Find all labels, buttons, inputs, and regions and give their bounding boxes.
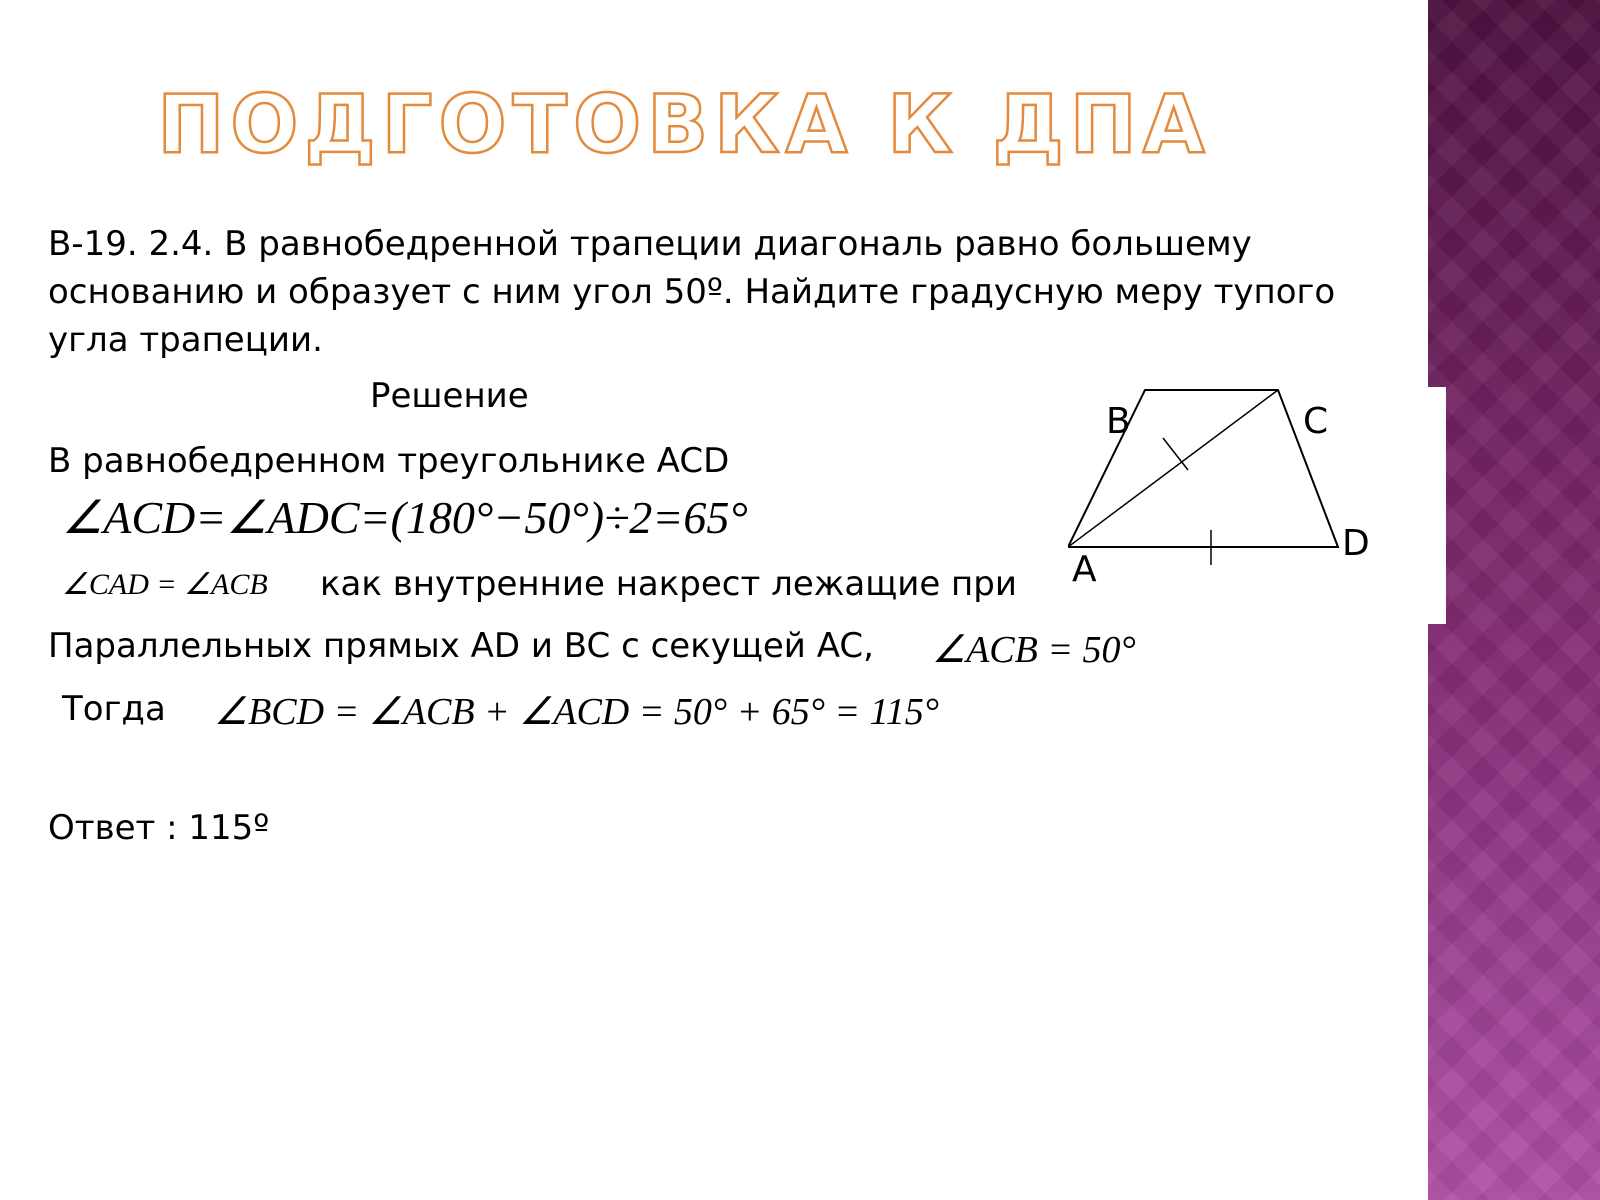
diagonal-ac xyxy=(1068,390,1278,547)
formula-bcd: ∠BCD = ∠ACB + ∠ACD = 50° + 65° = 115° xyxy=(214,691,939,733)
vertex-label-c: C xyxy=(1303,401,1329,442)
sidebar-notch xyxy=(1428,387,1446,624)
trapezoid-diagram xyxy=(1068,378,1388,593)
vertex-label-d: D xyxy=(1342,523,1370,564)
solution-line-2: как внутренние накрест лежащие при xyxy=(320,564,1017,604)
vertex-label-a: A xyxy=(1072,549,1097,590)
then-label: Тогда xyxy=(62,689,166,729)
solution-line-1: В равнобедренном треугольнике ACD xyxy=(48,441,730,481)
tick-mark-diagonal xyxy=(1163,438,1188,470)
slide-title: ПОДГОТОВКА К ДПА xyxy=(157,78,1211,171)
answer: Ответ : 115º xyxy=(48,808,270,848)
formula-cad-acb: ∠CAD = ∠ACB xyxy=(62,568,268,601)
solution-heading: Решение xyxy=(370,376,529,416)
formula-acb-50: ∠ACB = 50° xyxy=(932,629,1136,671)
formula-acd-adc: ∠ACD=∠ADC=(180°−50°)÷2=65° xyxy=(62,492,748,543)
vertex-label-b: B xyxy=(1106,401,1131,442)
solution-line-3: Параллельных прямых AD и BC с секущей AC, xyxy=(48,626,874,666)
decorative-sidebar xyxy=(1428,0,1600,1200)
problem-statement: В-19. 2.4. В равнобедренной трапеции диагональ равно большему основанию и образует с ним угол 50º. Найдите градусную меру тупого угла трапеции. xyxy=(48,224,1336,360)
